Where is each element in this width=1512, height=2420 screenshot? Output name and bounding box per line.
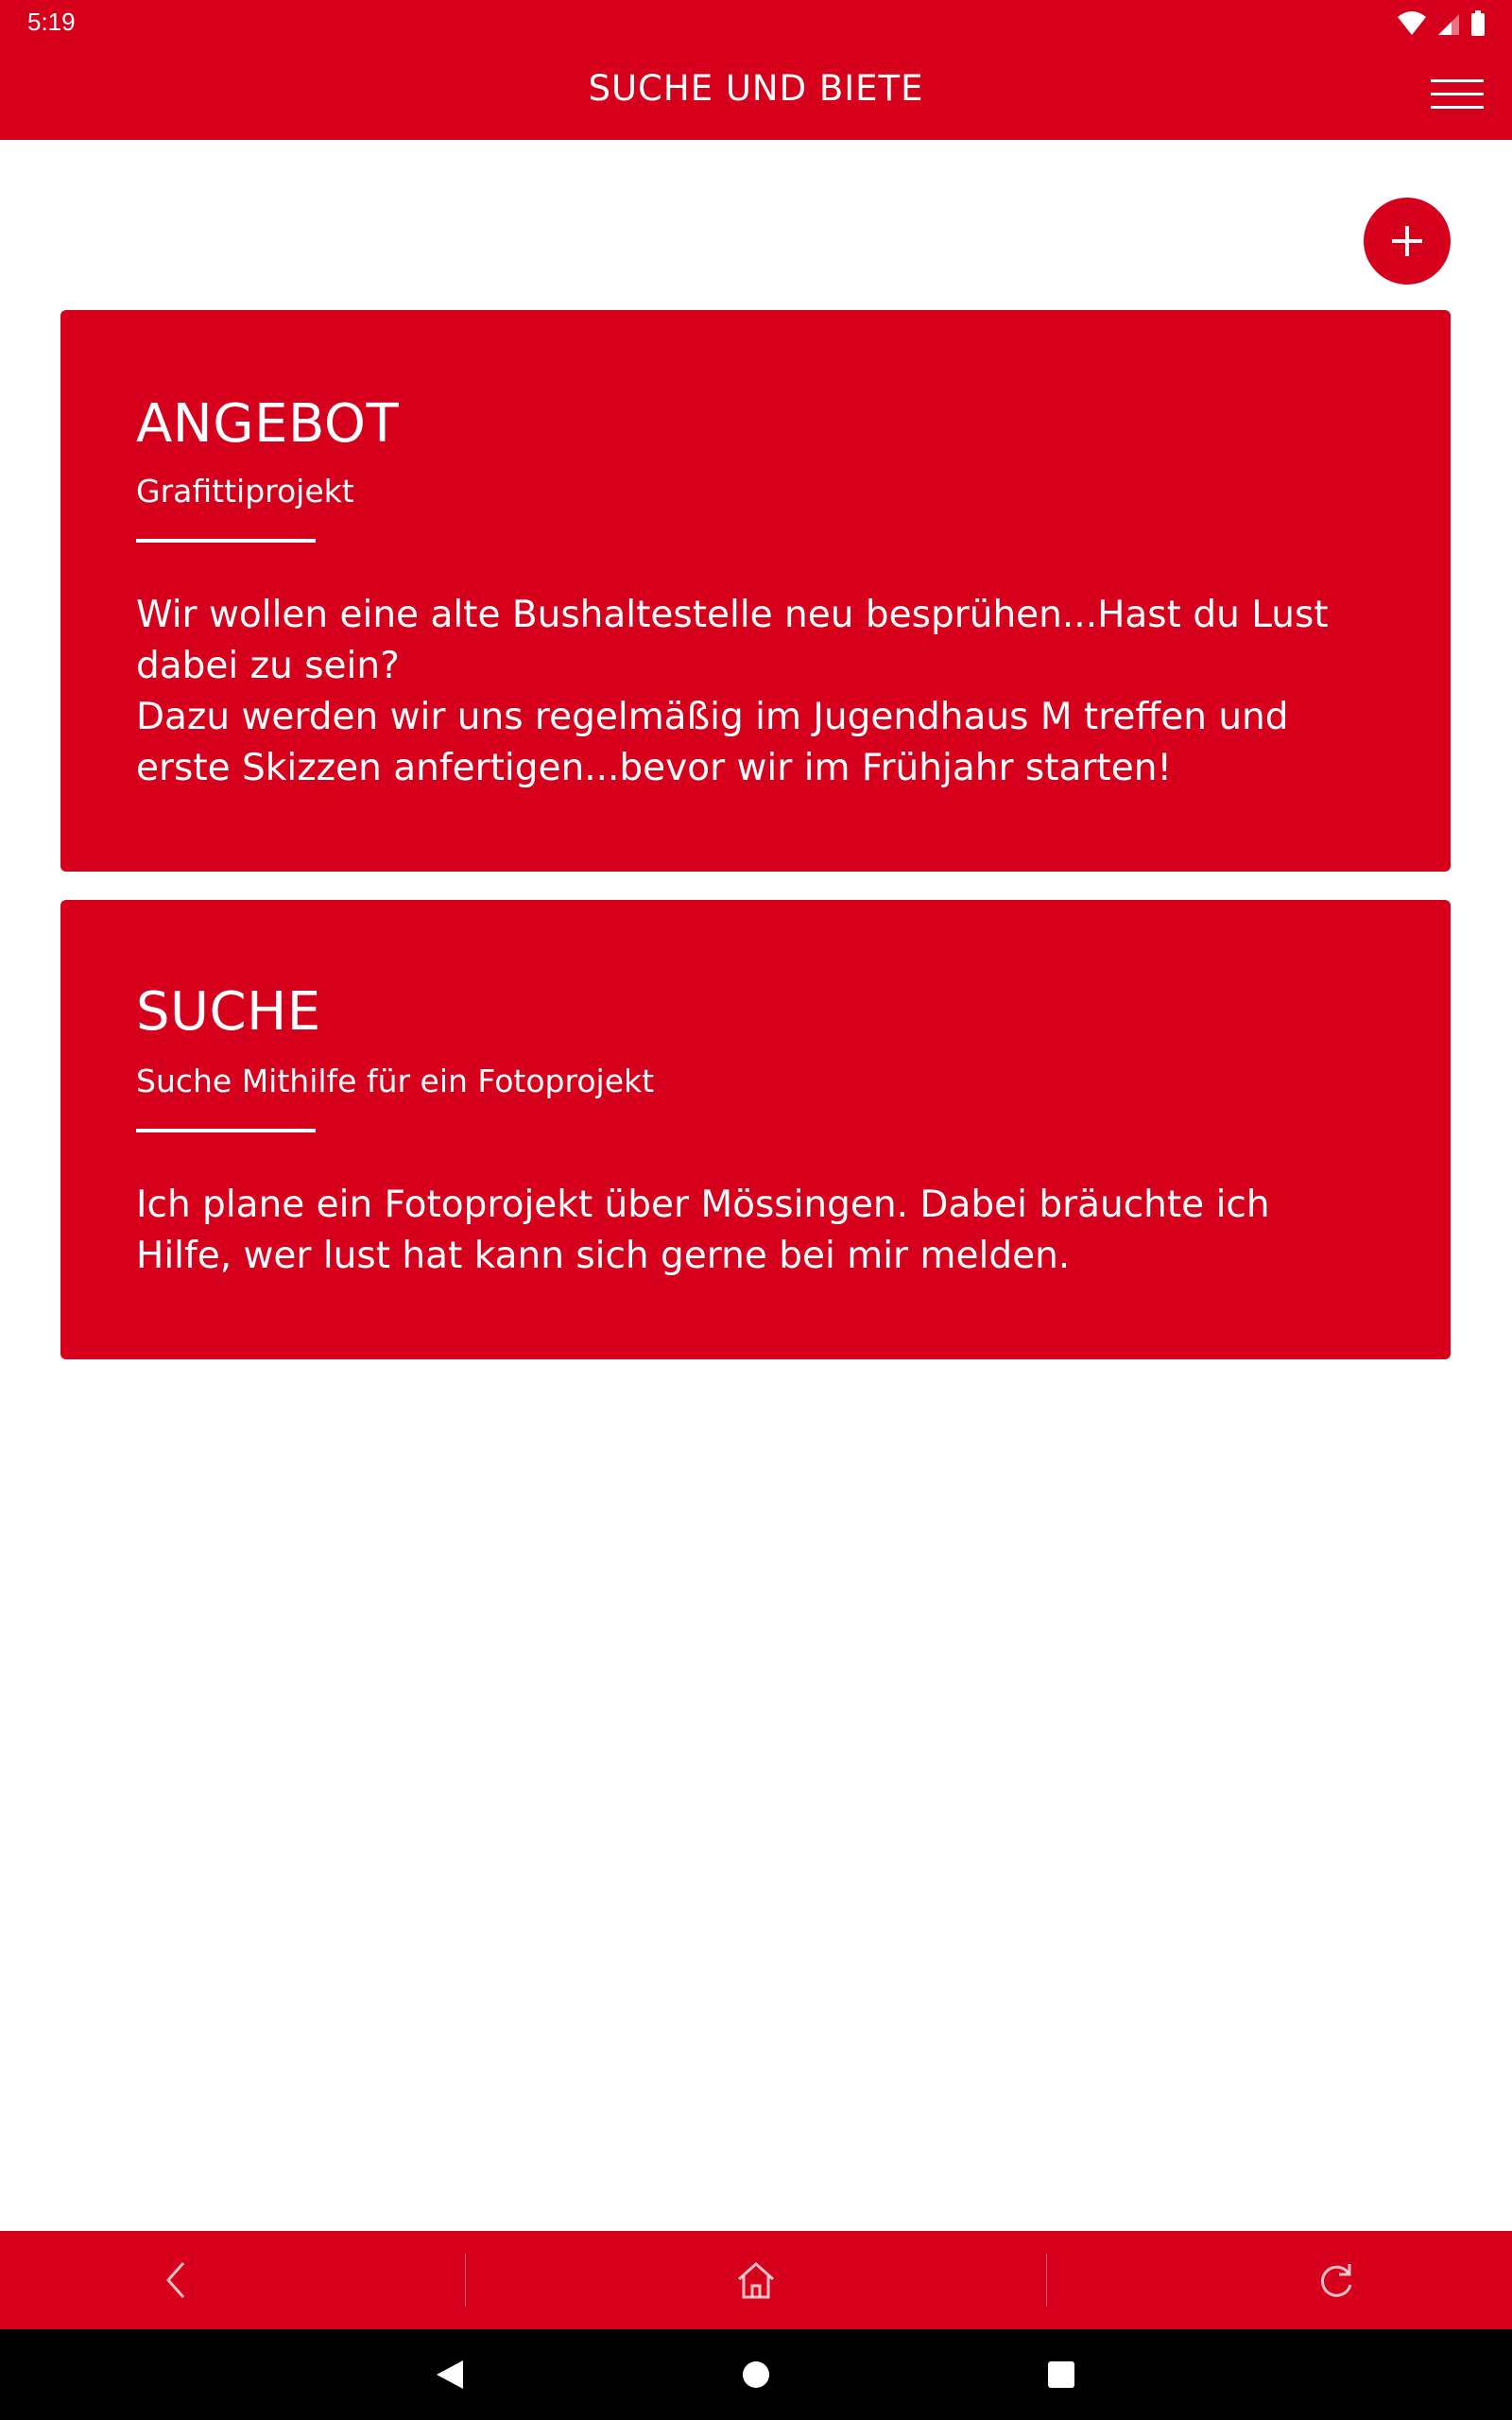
refresh-button[interactable] <box>1280 2231 1393 2329</box>
card-body-text: Wir wollen eine alte Bushaltestelle neu besprühen...Hast du Lust dabei zu sein? Dazu werden wir uns regelmäßig im Jugendhaus M treffen und erste Skizzen anfertigen...bevor wir im Frühjahr starten! <box>136 594 1329 789</box>
status-icons <box>1397 9 1486 38</box>
card-body-text: Ich plane ein Fotoprojekt über Mössingen. Dabei bräuchte ich Hilfe, wer lust hat kann sich gerne bei mir melden. <box>136 1184 1270 1277</box>
refresh-icon <box>1314 2258 1358 2302</box>
bottom-toolbar <box>0 2231 1512 2329</box>
hamburger-menu-icon-line <box>1431 93 1484 95</box>
back-button[interactable] <box>119 2231 232 2329</box>
status-time: 5:19 <box>27 8 76 36</box>
card-divider <box>136 1129 316 1132</box>
status-bar <box>0 0 1512 47</box>
card-title: Suche Mithilfe für ein Fotoprojekt <box>136 1063 655 1099</box>
nav-back-button[interactable] <box>431 2356 469 2394</box>
nav-recents-button[interactable] <box>1042 2356 1080 2394</box>
system-nav-bar <box>0 2329 1512 2420</box>
hamburger-menu-icon-line <box>1431 106 1484 109</box>
entry-card-suche[interactable] <box>60 900 1451 1359</box>
page-title: SUCHE UND BIETE <box>588 68 924 109</box>
back-chevron-icon <box>157 2257 195 2303</box>
app-header <box>0 47 1512 140</box>
toolbar-divider <box>1046 2254 1047 2307</box>
hamburger-menu-icon-line <box>1431 79 1484 82</box>
wifi-icon <box>1397 11 1427 36</box>
nav-home-icon <box>742 2360 770 2389</box>
battery-icon <box>1470 10 1486 37</box>
card-divider <box>136 539 316 543</box>
card-type-label: SUCHE <box>136 981 321 1043</box>
toolbar-divider <box>465 2254 466 2307</box>
hamburger-menu-button[interactable] <box>1431 74 1484 113</box>
nav-back-icon <box>435 2359 465 2391</box>
nav-home-button[interactable] <box>737 2356 775 2394</box>
home-button[interactable] <box>699 2231 813 2329</box>
plus-icon <box>1364 198 1451 285</box>
card-title: Grafittiprojekt <box>136 473 354 510</box>
add-entry-button[interactable] <box>1364 198 1451 285</box>
signal-icon <box>1436 11 1461 36</box>
nav-recents-icon <box>1047 2360 1075 2389</box>
home-icon <box>734 2258 778 2302</box>
card-type-label: ANGEBOT <box>136 393 400 455</box>
entry-card-angebot[interactable] <box>60 310 1451 872</box>
